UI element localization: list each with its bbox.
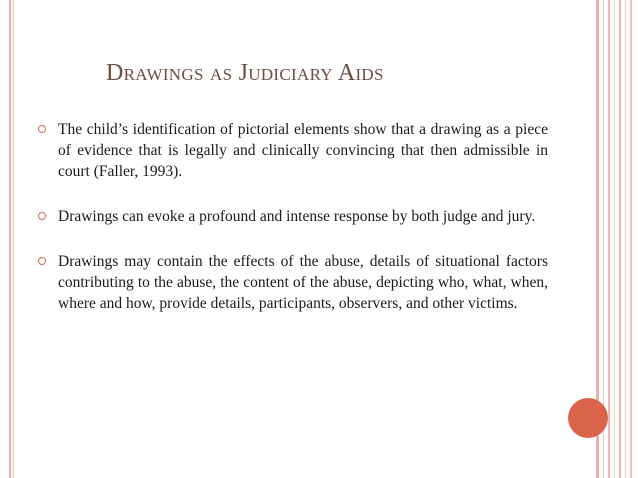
bullet-list bbox=[38, 119, 548, 338]
left-border-inner-line bbox=[13, 0, 14, 478]
bullet-text: The child’s identification of pictorial elements show that a drawing as a piece of evidence that is legally and clinically convincing that then admissible in court (Faller, 1993). bbox=[58, 121, 548, 180]
bullet-item bbox=[38, 206, 548, 227]
bullet-text: Drawings may contain the effects of the abuse, details of situational factors contributing to the abuse, the content of the abuse, depicting who, what, when, where and how, provide details, participants, observers, and other victims. bbox=[58, 253, 548, 312]
bullet-item bbox=[38, 251, 548, 314]
right-decor-line bbox=[625, 0, 626, 478]
right-decor-line bbox=[619, 0, 621, 478]
bullet-text: Drawings can evoke a profound and intense response by both judge and jury. bbox=[58, 208, 536, 225]
right-decor-line bbox=[630, 0, 632, 478]
hollow-circle-icon bbox=[38, 212, 46, 220]
hollow-circle-icon bbox=[38, 257, 46, 265]
bullet-item bbox=[38, 119, 548, 182]
right-decor-line bbox=[608, 0, 610, 478]
right-decor-line bbox=[614, 0, 615, 478]
left-border-line bbox=[9, 0, 11, 478]
slide-title: Drawings as Judiciary Aids bbox=[106, 60, 384, 86]
filled-circle-icon bbox=[568, 398, 608, 438]
hollow-circle-icon bbox=[38, 125, 46, 133]
